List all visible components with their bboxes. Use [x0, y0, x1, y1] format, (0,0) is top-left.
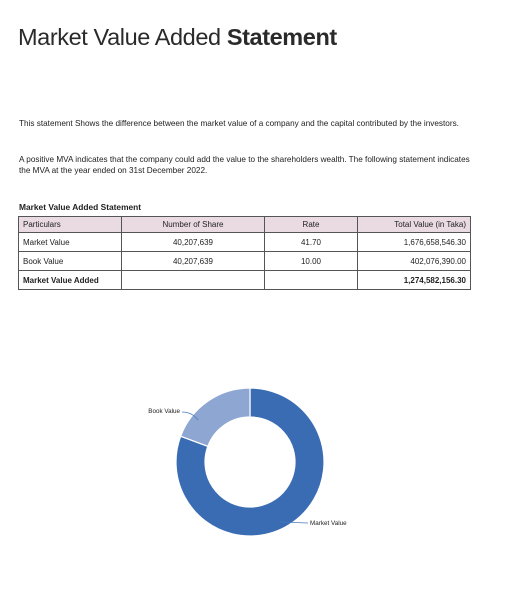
cell-rate: 41.70: [265, 233, 358, 252]
page-title-bold: Statement: [226, 24, 337, 50]
table-title: Market Value Added Statement: [19, 202, 142, 212]
page-title-light: Market Value Added: [18, 24, 221, 50]
cell-total-value: 1,676,658,546.30: [358, 233, 471, 252]
header-total-value: Total Value (in Taka): [358, 217, 471, 233]
cell-total-value: 402,076,390.00: [358, 252, 471, 271]
slice-label: Market Value: [310, 520, 347, 527]
header-particulars: Particulars: [19, 217, 122, 233]
cell-particulars: Market Value: [19, 233, 122, 252]
mva-explanation-paragraph: A positive MVA indicates that the company could add the value to the shareholders wealth. The following statement indicates the MVA at the year ended on 31st December 2022.: [19, 155, 470, 175]
cell-rate: 10.00: [265, 252, 358, 271]
donut-slice-book-value: [181, 388, 250, 446]
cell-number-of-share: 40,207,639: [122, 233, 265, 252]
cell-particulars: Market Value Added: [19, 271, 122, 290]
slice-label: Book Value: [148, 408, 180, 415]
intro-paragraph: This statement Shows the difference between the market value of a company and the capital contributed by the investors.: [19, 119, 459, 128]
header-number-of-share: Number of Share: [122, 217, 265, 233]
cell-particulars: Book Value: [19, 252, 122, 271]
header-rate: Rate: [265, 217, 358, 233]
cell-number-of-share: 40,207,639: [122, 252, 265, 271]
cell-total-value: 1,274,582,156.30: [358, 271, 471, 290]
